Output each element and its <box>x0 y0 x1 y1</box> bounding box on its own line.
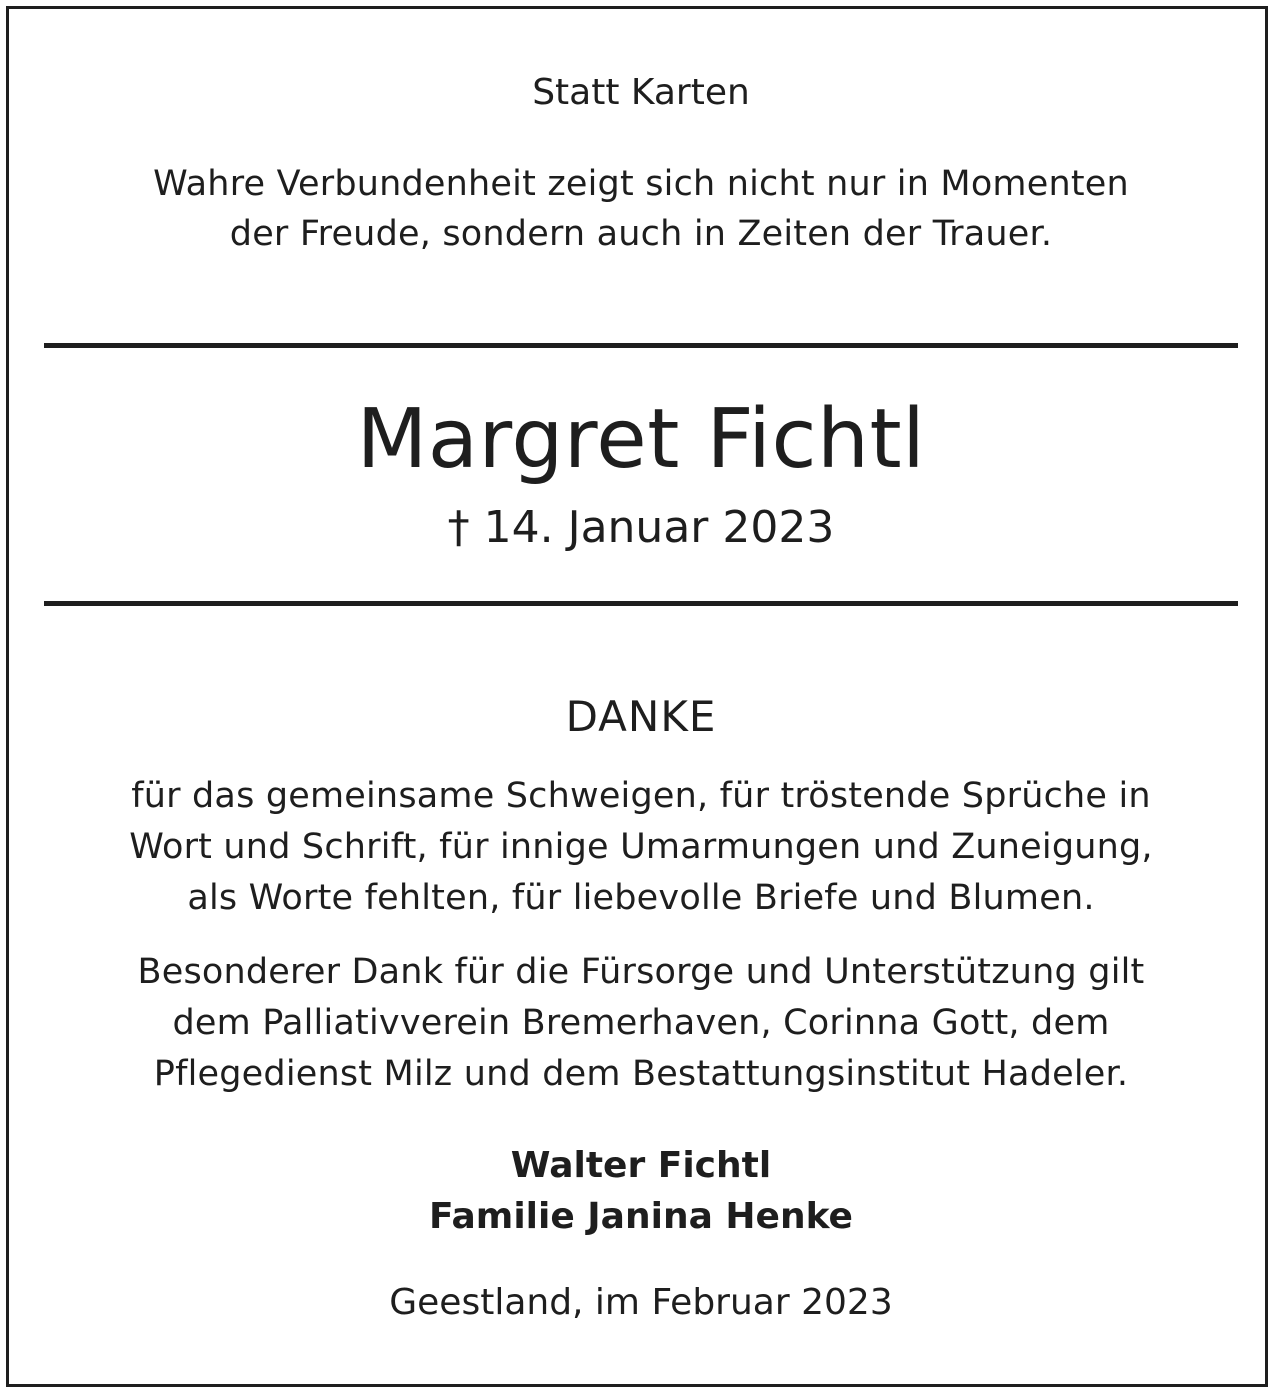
thanks-p1-line-2: Wort und Schrift, für innige Umarmungen und Zuneigung, <box>129 827 1153 867</box>
thanks-p2-line-3: Pflegedienst Milz und dem Bestattungsinstitut Hadeler. <box>153 1054 1129 1094</box>
thanks-p1-line-3: als Worte fehlten, für liebevolle Briefe und Blumen. <box>187 878 1095 918</box>
quote-line-2: der Freude, sondern auch in Zeiten der Trauer. <box>229 214 1053 254</box>
thanks-heading: DANKE <box>565 692 717 741</box>
deceased-name: Margret Fichtl <box>356 392 926 487</box>
place-date: Geestland, im Februar 2023 <box>389 1282 893 1323</box>
thanks-p2-line-1: Besonderer Dank für die Fürsorge und Unterstützung gilt <box>137 952 1145 992</box>
top-divider <box>44 343 1238 348</box>
signature-2: Familie Janina Henke <box>429 1196 853 1237</box>
signature-1: Walter Fichtl <box>510 1145 772 1186</box>
thanks-p2-line-2: dem Palliativverein Bremerhaven, Corinna Gott, dem <box>172 1003 1110 1043</box>
bottom-divider <box>44 601 1238 606</box>
death-date: † 14. Januar 2023 <box>447 502 835 553</box>
thanks-p1-line-1: für das gemeinsame Schweigen, für tröstende Sprüche in <box>131 776 1151 816</box>
intro-text: Statt Karten <box>532 72 750 113</box>
quote-line-1: Wahre Verbundenheit zeigt sich nicht nur in Momenten <box>153 164 1129 204</box>
